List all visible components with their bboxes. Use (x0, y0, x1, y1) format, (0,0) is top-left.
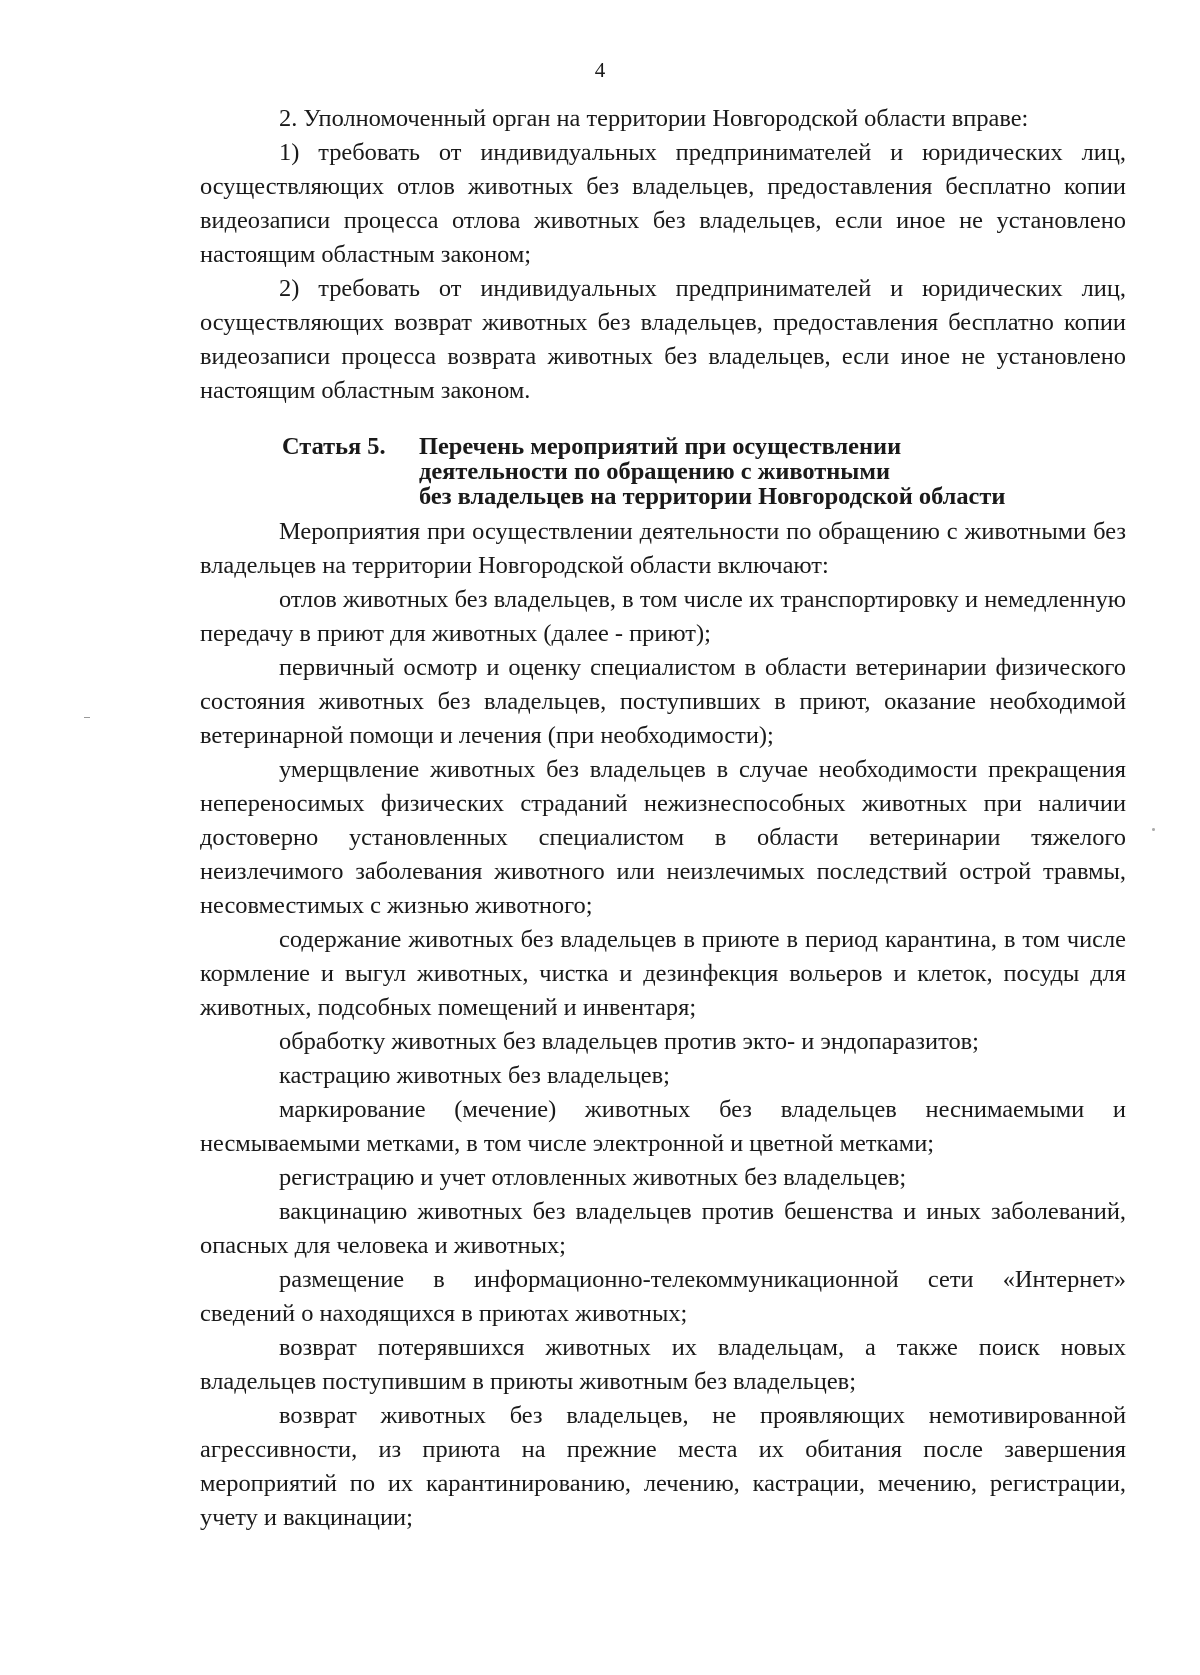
document-body (200, 102, 1126, 1535)
article-paragraph: умерщвление животных без владельцев в случае необходимости прекращения непереносимых физических страданий нежизнеспособных животных при наличии достоверно установленных специалистом в области ветеринарии тяжелого неизлечимого заболевания животного или неизлечимых последствий острой травмы, несовместимых с жизнью животного; (200, 756, 1126, 919)
article-paragraph: отлов животных без владельцев, в том числе их транспортировку и немедленную передачу в приют для животных (далее - приют); (200, 586, 1126, 647)
article-title: Перечень мероприятий при осуществлении деятельности по обращению с животными без владельцев на территории Новгородской области (419, 433, 1006, 510)
article-label: Статья 5. (282, 433, 386, 460)
article-paragraph: возврат животных без владельцев, не проявляющих немотивированной агрессивности, из приюта на прежние места их обитания после завершения мероприятий по их карантинированию, лечению, кастрации, мечению, регистрации, учету и вакцинации; (200, 1402, 1126, 1531)
article-heading (200, 434, 1126, 509)
article-paragraph: обработку животных без владельцев против экто- и эндопаразитов; (279, 1028, 979, 1055)
paragraph-authority-rights: 2. Уполномоченный орган на территории Новгородской области вправе: (279, 105, 1029, 132)
article-paragraph: содержание животных без владельцев в приюте в период карантина, в том числе кормление и выгул животных, чистка и дезинфекция вольеров и клеток, посуды для животных, подсобных помещений и инвентаря; (200, 926, 1126, 1021)
paragraph-item-2: 2) требовать от индивидуальных предпринимателей и юридических лиц, осуществляющих возврат животных без владельцев, предоставления бесплатно копии видеозаписи процесса возврата животных без владельцев, если иное не установлено настоящим областным законом. (200, 275, 1126, 404)
article-paragraph: размещение в информационно-телекоммуникационной сети «Интернет» сведений о находящихся в приютах животных; (200, 1266, 1126, 1327)
article-paragraph: кастрацию животных без владельцев; (279, 1062, 670, 1089)
article-paragraph: регистрацию и учет отловленных животных без владельцев; (279, 1164, 907, 1191)
article-paragraph: первичный осмотр и оценку специалистом в области ветеринарии физического состояния животных без владельцев, поступивших в приют, оказание необходимой ветеринарной помощи и лечения (при необходимости); (200, 654, 1126, 749)
article-paragraph: возврат потерявшихся животных их владельцам, а также поиск новых владельцев поступившим в приюты животным без владельцев; (200, 1334, 1126, 1395)
article-paragraph: вакцинацию животных без владельцев против бешенства и иных заболеваний, опасных для человека и животных; (200, 1198, 1126, 1259)
scan-artifact (1152, 828, 1155, 831)
page-number: 4 (594, 58, 606, 82)
paragraph-item-1: 1) требовать от индивидуальных предпринимателей и юридических лиц, осуществляющих отлов животных без владельцев, предоставления бесплатно копии видеозаписи процесса отлова животных без владельцев, если иное не установлено настоящим областным законом; (200, 139, 1126, 268)
article-paragraph: маркирование (мечение) животных без владельцев неснимаемыми и несмываемыми метками, в том числе электронной и цветной метками; (200, 1096, 1126, 1157)
scan-artifact (84, 717, 90, 718)
article-paragraph: Мероприятия при осуществлении деятельности по обращению с животными без владельцев на территории Новгородской области включают: (200, 518, 1126, 579)
